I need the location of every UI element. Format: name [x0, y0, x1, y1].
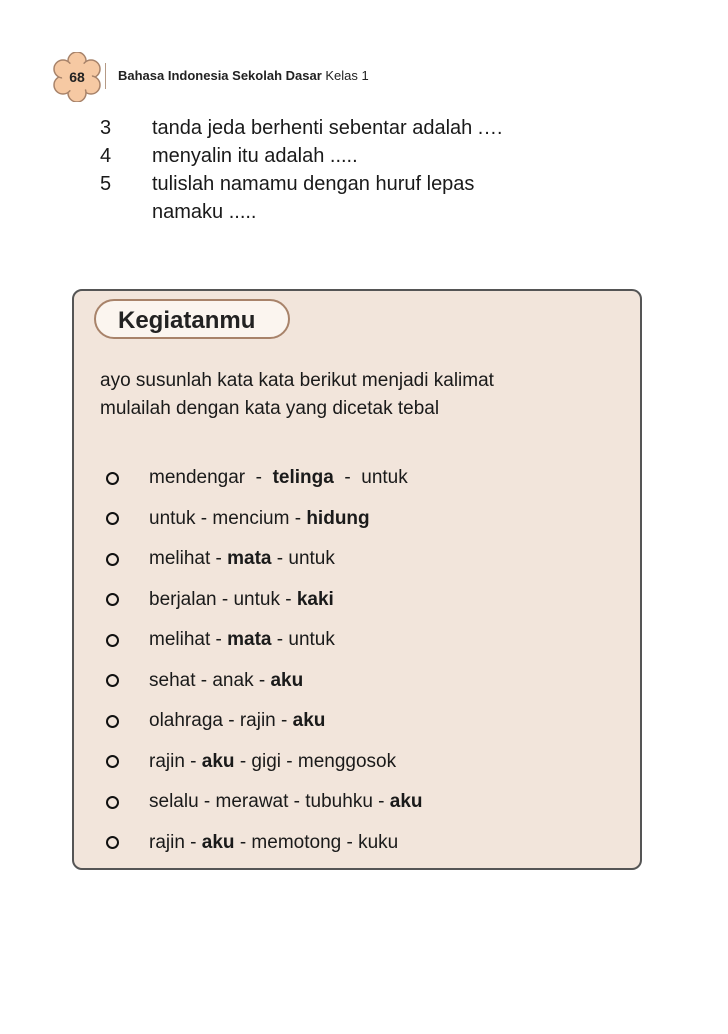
word-list-item [100, 782, 620, 823]
bold-word: aku [201, 831, 235, 853]
question-text: tanda jeda berhenti sebentar adalah .… [152, 117, 504, 139]
bold-word: aku [292, 710, 326, 732]
word-list-item [100, 539, 620, 580]
bold-word: kaki [296, 588, 334, 610]
book-title [105, 63, 369, 89]
word-list-item [100, 742, 620, 783]
bold-word: telinga [272, 467, 334, 489]
book-title-bold: Bahasa Indonesia Sekolah Dasar [118, 68, 322, 83]
question-item [100, 142, 660, 170]
question-number [100, 198, 152, 226]
word-segment: rajin - [149, 750, 202, 772]
word-segment: rajin - [149, 831, 202, 853]
question-text: menyalin itu adalah ..... [152, 145, 358, 167]
question-text: namaku ..... [152, 201, 257, 223]
word-segment: untuk - mencium - [149, 507, 307, 529]
question-number: 4 [100, 145, 112, 167]
word-segment: olahraga - rajin - [149, 710, 293, 732]
instruction-line: mulailah dengan kata yang dicetak tebal [100, 398, 440, 419]
bold-word: aku [270, 669, 304, 691]
bullet-icon [106, 512, 119, 525]
instruction-line: ayo susunlah kata kata berikut menjadi kalimat [100, 370, 494, 391]
word-segment: berjalan - untuk - [149, 588, 297, 610]
word-list-text [149, 751, 396, 773]
word-list-text [149, 467, 408, 489]
bullet-icon [106, 634, 119, 647]
question-number: 3 [100, 117, 112, 139]
bold-word: aku [201, 750, 235, 772]
word-list-item [100, 580, 620, 621]
question-number: 5 [100, 173, 112, 195]
bullet-icon [106, 836, 119, 849]
word-segment: - memotong - kuku [234, 831, 399, 853]
word-list-text [149, 832, 398, 854]
bullet-icon [106, 715, 119, 728]
word-list-item [100, 620, 620, 661]
word-segment: mendengar - [149, 467, 273, 489]
question-list [100, 114, 660, 226]
page-number-badge [52, 52, 102, 102]
question-item [100, 198, 660, 226]
bullet-icon [106, 755, 119, 768]
word-list-item [100, 458, 620, 499]
word-list-item [100, 823, 620, 864]
word-segment: sehat - anak - [149, 669, 271, 691]
word-list-text [149, 791, 423, 813]
question-item [100, 114, 660, 142]
activity-box [72, 289, 642, 870]
activity-title: Kegiatanmu [94, 299, 290, 339]
word-segment: - untuk [271, 548, 335, 570]
word-segment: melihat - [149, 629, 228, 651]
bold-word: mata [227, 629, 272, 651]
question-item [100, 170, 660, 198]
word-segment: - gigi - menggosok [234, 750, 397, 772]
word-list-text [149, 710, 325, 732]
bullet-icon [106, 674, 119, 687]
bullet-icon [106, 553, 119, 566]
bullet-icon [106, 593, 119, 606]
word-list-item [100, 499, 620, 540]
word-list-text [149, 629, 335, 651]
bullet-icon [106, 796, 119, 809]
word-list-text [149, 548, 335, 570]
activity-instruction [100, 367, 620, 423]
book-title-grade: Kelas 1 [325, 68, 369, 83]
word-list-text [149, 589, 334, 611]
bullet-icon [106, 472, 119, 485]
word-segment: - untuk [271, 629, 335, 651]
word-list-item [100, 701, 620, 742]
word-segment: selalu - merawat - tubuhku - [149, 791, 390, 813]
question-text: tulislah namamu dengan huruf lepas [152, 173, 475, 195]
word-list-text [149, 670, 303, 692]
bold-word: aku [389, 791, 423, 813]
word-list [100, 458, 620, 863]
word-list-text [149, 508, 370, 530]
page-number: 68 [69, 69, 85, 85]
word-list-item [100, 661, 620, 702]
bold-word: mata [227, 548, 272, 570]
word-segment: - untuk [333, 467, 408, 489]
word-segment: melihat - [149, 548, 228, 570]
bold-word: hidung [306, 507, 370, 529]
